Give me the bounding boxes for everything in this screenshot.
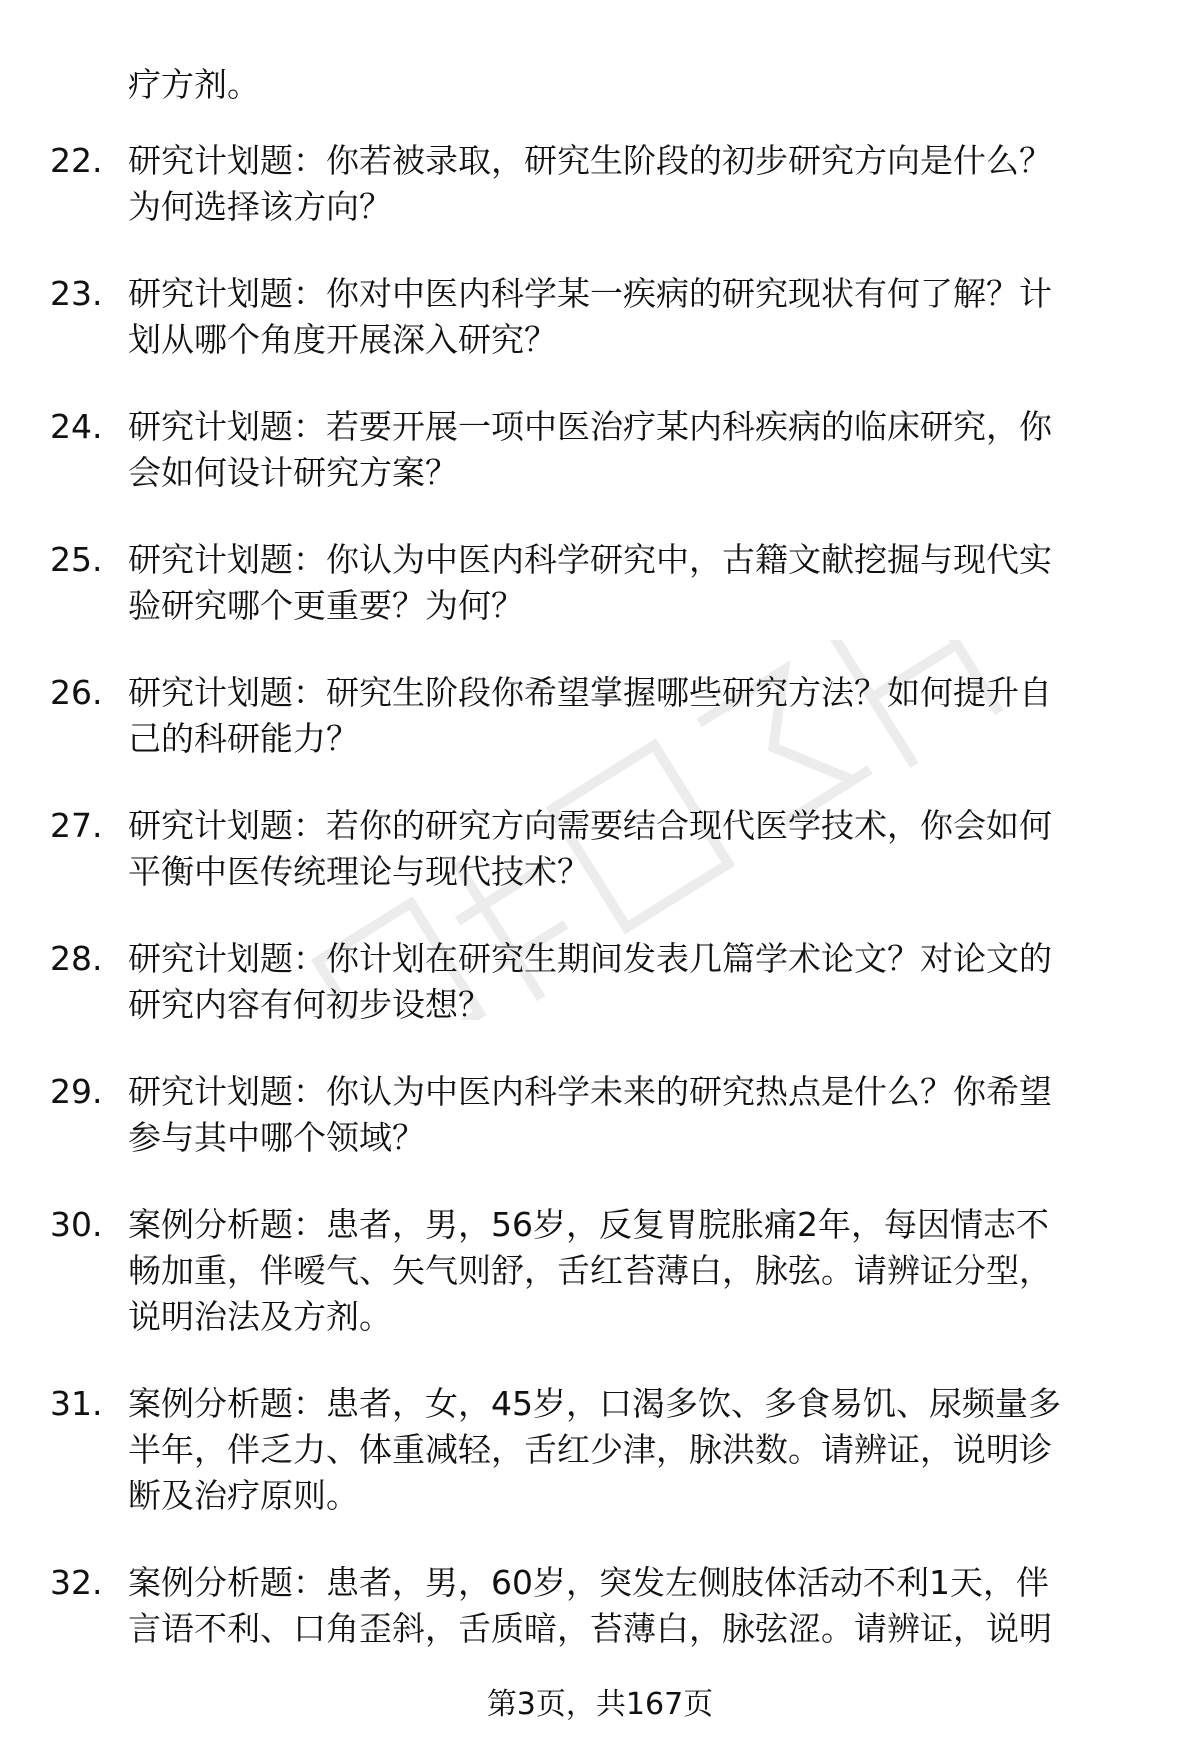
question-text: 案例分析题：患者，女，45岁，口渴多饮、多食易饥、尿频量多 半年，伴乏力、体重减轻，舌红少津，脉洪数。请辨证，说明诊 断及治疗原则。 [128, 1384, 1061, 1515]
list-item [50, 1069, 1160, 1161]
question-text: 研究计划题：你计划在研究生期间发表几篇学术论文？对论文的 研究内容有何初步设想？ [128, 939, 1052, 1024]
list-item [50, 936, 1160, 1028]
question-text: 研究计划题：你认为中医内科学研究中，古籍文献挖掘与现代实 验研究哪个更重要？为何？ [128, 540, 1052, 625]
question-number: 31. [50, 1384, 103, 1423]
question-text: 研究计划题：若要开展一项中医治疗某内科疾病的临床研究，你 会如何设计研究方案？ [128, 407, 1052, 492]
list-item [50, 1202, 1160, 1340]
list-item [50, 1560, 1160, 1652]
question-number: 27. [50, 806, 103, 845]
list-item [50, 1381, 1160, 1519]
question-number: 29. [50, 1072, 103, 1111]
question-number: 30. [50, 1205, 103, 1244]
question-number: 26. [50, 673, 103, 712]
previous-question-continuation: 疗方剂。 [128, 65, 260, 104]
question-list [50, 138, 1160, 1693]
question-text: 研究计划题：你对中医内科学某一疾病的研究现状有何了解？计 划从哪个角度开展深入研究？ [128, 274, 1052, 359]
question-text: 研究计划题：研究生阶段你希望掌握哪些研究方法？如何提升自 己的科研能力？ [128, 673, 1052, 758]
list-item [50, 803, 1160, 895]
question-text: 案例分析题：患者，男，56岁，反复胃脘胀痛2年，每因情志不 畅加重，伴嗳气、矢气则舒，舌红苔薄白，脉弦。请辨证分型， 说明治法及方剂。 [128, 1205, 1052, 1336]
list-item [50, 537, 1160, 629]
question-text: 案例分析题：患者，男，60岁，突发左侧肢体活动不利1天，伴 言语不利、口角歪斜，舌质暗，苔薄白，脉弦涩。请辨证，说明 [128, 1563, 1052, 1648]
question-text: 研究计划题：你认为中医内科学未来的研究热点是什么？你希望 参与其中哪个领域？ [128, 1072, 1052, 1157]
list-item [50, 670, 1160, 762]
question-text: 研究计划题：若你的研究方向需要结合现代医学技术，你会如何 平衡中医传统理论与现代技术？ [128, 806, 1052, 891]
question-number: 23. [50, 274, 103, 313]
list-item [50, 271, 1160, 363]
page-number-footer: 第3页，共167页 [486, 1687, 714, 1722]
question-text: 研究计划题：你若被录取，研究生阶段的初步研究方向是什么？ 为何选择该方向？ [128, 141, 1052, 226]
question-number: 25. [50, 540, 103, 579]
question-number: 32. [50, 1563, 103, 1602]
question-number: 24. [50, 407, 103, 446]
list-item [50, 138, 1160, 230]
list-item [50, 404, 1160, 496]
question-number: 28. [50, 939, 103, 978]
question-number: 22. [50, 141, 103, 180]
